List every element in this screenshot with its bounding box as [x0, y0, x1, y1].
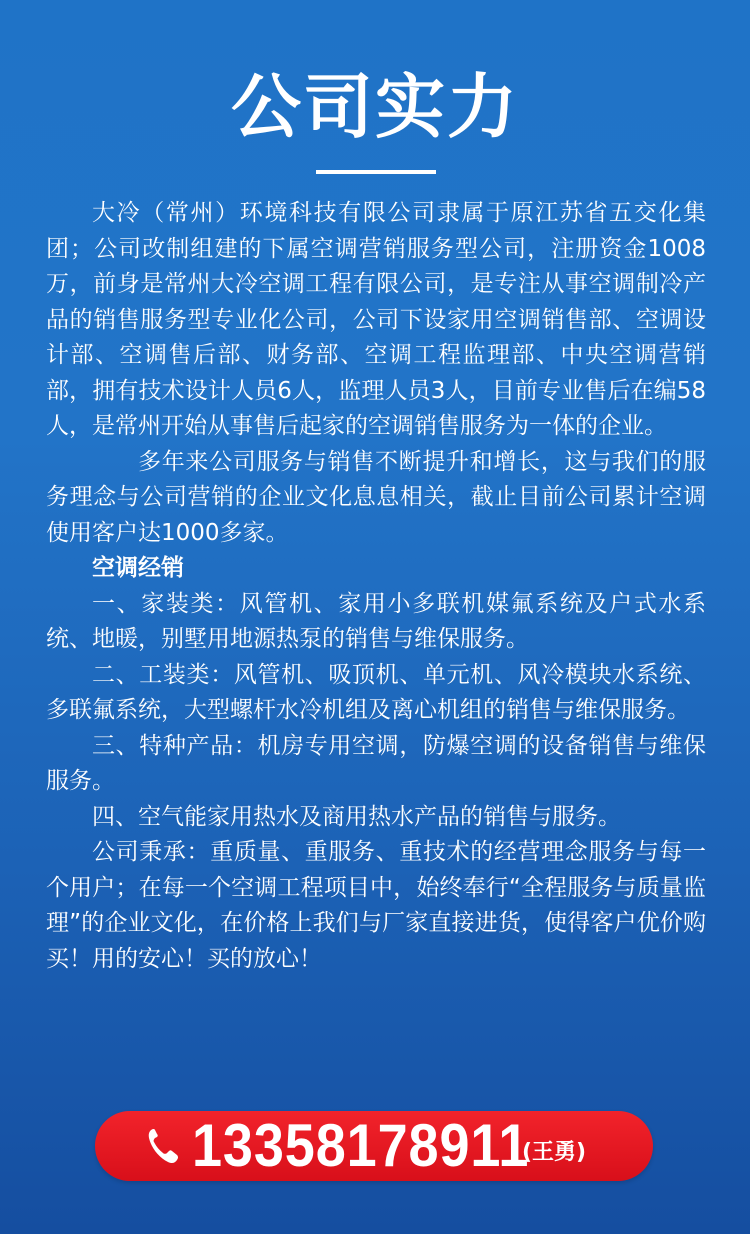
contact-name: (王勇) — [522, 1140, 587, 1165]
list-item-commercial: 二、工装类：风管机、吸顶机、单元机、风冷模块水系统、多联氟系统，大型螺杆水冷机组及离心机组的销售与维保服务。 — [46, 661, 706, 723]
service-paragraph: 多年来公司服务与销售不断提升和增长，这与我们的服务理念与公司营销的企业文化息息相关，截止目前公司累计空调使用客户达1000多家。 — [46, 448, 706, 546]
commitment-paragraph: 公司秉承：重质量、重服务、重技术的经营理念服务与每一个用户；在每一个空调工程项目中，始终奉行“全程服务与质量监理”的企业文化，在价格上我们与厂家直接进货，使得客户优价购买！用的安心！买的放心！ — [46, 839, 706, 972]
section-heading: 空调经销 — [92, 555, 184, 581]
page-title: 公司实力 — [231, 66, 519, 148]
intro-paragraph: 大冷（常州）环境科技有限公司隶属于原江苏省五交化集团；公司改制组建的下属空调营销服务型公司，注册资金1008万，前身是常州大冷空调工程有限公司，是专注从事空调制冷产品的销售服务型专业化公司，公司下设家用空调销售部、空调设计部、空调售后部、财务部、空调工程监理部、中央空调营销部，拥有技术设计人员6人，监理人员3人，目前专业售后在编58人，是常州开始从事售后起家的空调销售服务为一体的企业。 — [46, 200, 706, 439]
company-description — [46, 196, 706, 977]
phone-number[interactable]: 13358178911 — [192, 1112, 530, 1179]
phone-icon — [145, 1127, 181, 1165]
list-item-special: 三、特种产品：机房专用空调，防爆空调的设备销售与维保服务。 — [46, 732, 706, 794]
list-item-water-heater: 四、空气能家用热水及商用热水产品的销售与服务。 — [92, 803, 621, 830]
title-divider — [316, 170, 436, 174]
list-item-home: 一、家装类：风管机、家用小多联机媒氟系统及户式水系统、地暖，别墅用地源热泵的销售与维保服务。 — [46, 590, 706, 652]
